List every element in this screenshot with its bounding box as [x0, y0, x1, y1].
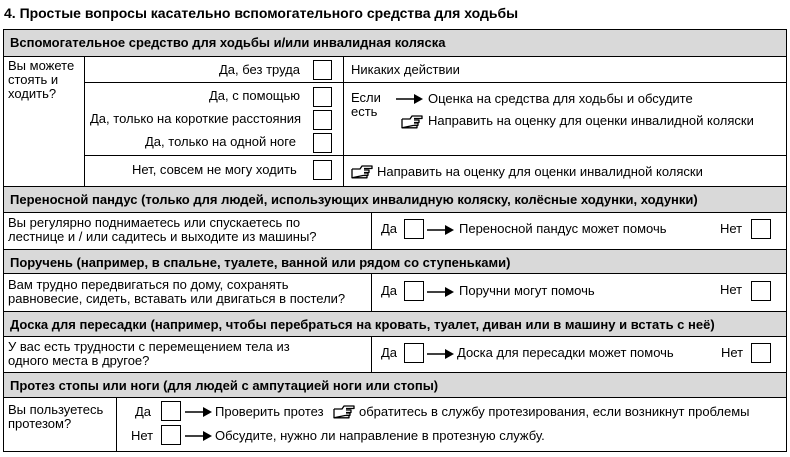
transfer-board-question: У вас есть трудности с перемещением тела из одного места в другое?: [8, 339, 290, 368]
arrow-right-icon: [185, 430, 213, 442]
transfer-board-result: Доска для пересадки может помочь: [457, 345, 674, 360]
handrail-result: Поручни могут помочь: [459, 283, 595, 298]
handrail-no-label: Нет: [720, 282, 743, 297]
option-yes-with-help: Да, с помощью: [209, 88, 301, 103]
checkbox-one-leg[interactable]: [313, 133, 332, 153]
ramp-no-checkbox[interactable]: [751, 219, 771, 239]
transfer-board-no-label: Нет: [721, 345, 744, 360]
arrow-right-icon: [427, 224, 455, 236]
walk-question: Вы можете стоять и ходить?: [8, 58, 75, 101]
arrow-right-icon: [427, 348, 455, 360]
checkbox-yes-with-help[interactable]: [313, 87, 332, 107]
prosthesis-service-text: обратитесь в службу протезирования, если возникнут проблемы: [359, 404, 750, 419]
arrow-right-icon: [427, 286, 455, 298]
pointing-hand-icon: [333, 403, 355, 420]
section-handrail-header: Поручень (например, в спальне, туалете, ванной или рядом со ступеньками): [3, 249, 787, 274]
pointing-hand-icon: [401, 113, 423, 130]
prosthesis-yes-label: Да: [135, 404, 152, 419]
action-walking-aid-assessment: Оценка на средства для ходьбы и обсудите: [428, 91, 693, 106]
ramp-question: Вы регулярно поднимаетесь или спускаетесь по лестнице и / или садитесь и выходите из машины?: [8, 215, 317, 244]
prosthesis-question: Вы пользуетесь протезом?: [8, 402, 104, 431]
section-walking-aid-header: Вспомогательное средство для ходьбы и/или инвалидная коляска: [3, 29, 787, 57]
option-cannot-walk: Нет, совсем не могу ходить: [132, 162, 297, 177]
prosthesis-no-label: Нет: [131, 428, 154, 443]
checkbox-yes-easily[interactable]: [313, 60, 332, 80]
ramp-no-label: Нет: [720, 221, 743, 236]
action-wheelchair-referral: Направить на оценку для оценки инвалидной коляски: [428, 113, 754, 128]
prosthesis-check-text: Проверить протез: [215, 404, 324, 419]
if-any-label: Если есть: [351, 90, 381, 119]
arrow-right-icon: [396, 93, 424, 105]
section-transfer-board-header: Доска для пересадки (например, чтобы перебраться на кровать, туалет, диван или в машину и встать с неё): [3, 311, 787, 337]
section-ramp-header: Переносной пандус (только для людей, использующих инвалидную коляску, колёсные ходунки, ходунки): [3, 186, 787, 213]
option-yes-easily: Да, без труда: [219, 62, 300, 77]
ramp-yes-checkbox[interactable]: [404, 219, 424, 239]
handrail-yes-checkbox[interactable]: [404, 281, 424, 301]
transfer-board-no-checkbox[interactable]: [751, 343, 771, 363]
option-short-distances: Да, только на короткие расстояния: [90, 111, 302, 126]
handrail-no-checkbox[interactable]: [751, 281, 771, 301]
checkbox-short-distances[interactable]: [313, 110, 332, 130]
ramp-yes-label: Да: [381, 221, 398, 236]
arrow-right-icon: [185, 406, 213, 418]
prosthesis-no-result: Обсудите, нужно ли направление в протезную службу.: [215, 428, 545, 443]
handrail-yes-label: Да: [381, 283, 398, 298]
section-prosthesis-header: Протез стопы или ноги (для людей с ампутацией ноги или стопы): [3, 372, 787, 398]
option-one-leg: Да, только на одной ноге: [145, 134, 296, 149]
pointing-hand-icon: [351, 163, 373, 180]
page-title: 4. Простые вопросы касательно вспомогательного средства для ходьбы: [4, 5, 519, 21]
ramp-result: Переносной пандус может помочь: [459, 221, 667, 236]
transfer-board-yes-label: Да: [381, 345, 398, 360]
prosthesis-yes-checkbox[interactable]: [161, 401, 181, 421]
handrail-question: Вам трудно передвигаться по дому, сохранять равновесие, сидеть, вставать или двигаться в постели?: [8, 277, 346, 306]
prosthesis-no-checkbox[interactable]: [161, 425, 181, 445]
action-wheelchair-referral-2: Направить на оценку для оценки инвалидной коляски: [377, 164, 703, 179]
no-action-text: Никаких действии: [351, 62, 460, 77]
checkbox-cannot-walk[interactable]: [313, 160, 332, 180]
transfer-board-yes-checkbox[interactable]: [404, 343, 424, 363]
